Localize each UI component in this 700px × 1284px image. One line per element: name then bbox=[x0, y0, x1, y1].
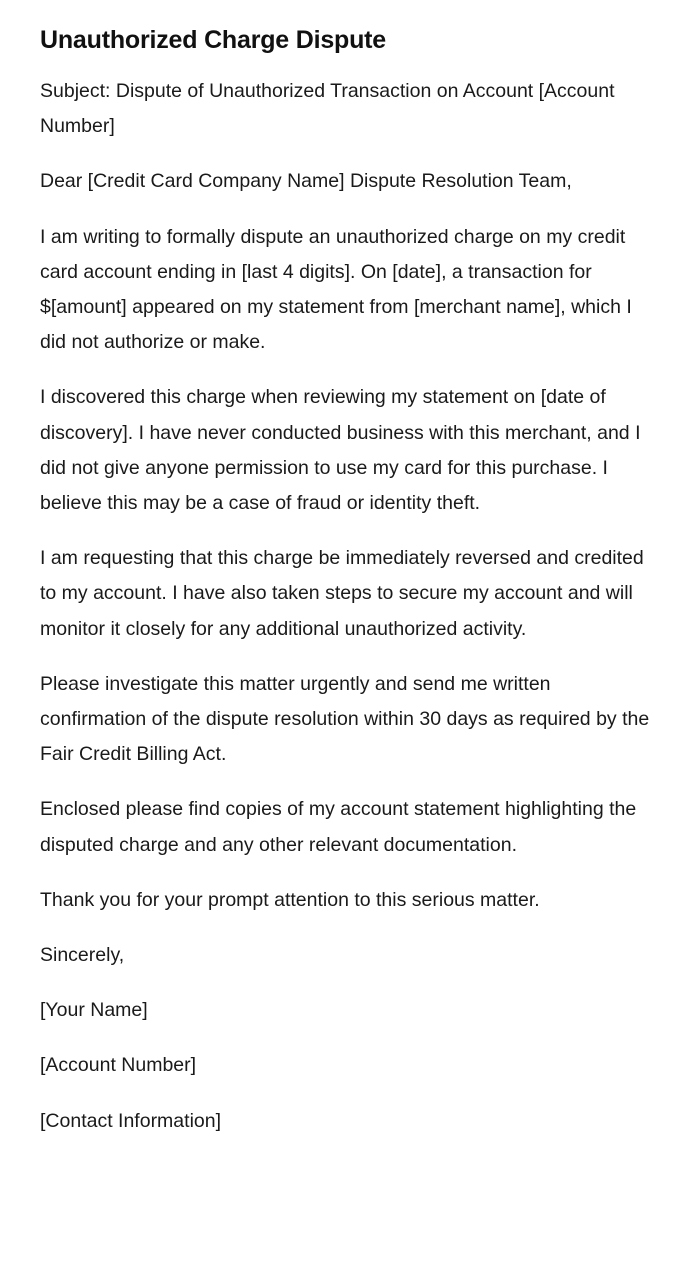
signature-name: [Your Name] bbox=[40, 999, 148, 1022]
subject-line: Subject: Dispute of Unauthorized Transaction on Account [Account Number] bbox=[40, 80, 615, 138]
body-paragraph-5: Enclosed please find copies of my account statement highlighting the disputed charge and any other relevant documentation. bbox=[40, 798, 637, 856]
body-paragraph-1: I am writing to formally dispute an unauthorized charge on my credit card account ending in [last 4 digits]. On [date], a transaction for $[amount] appeared on my statement from [merchant name], which I did not authorize or make. bbox=[40, 225, 632, 354]
body-paragraph-2: I discovered this charge when reviewing my statement on [date of discovery]. I have never conducted business with this merchant, and I did not give anyone permission to use my card for this purchase. I believe this may be a case of fraud or identity theft. bbox=[40, 386, 641, 515]
signature-account: [Account Number] bbox=[40, 1054, 197, 1077]
page-title: Unauthorized Charge Dispute bbox=[40, 26, 387, 54]
body-paragraph-6: Thank you for your prompt attention to this serious matter. bbox=[40, 888, 540, 911]
closing: Sincerely, bbox=[40, 944, 125, 967]
salutation: Dear [Credit Card Company Name] Dispute Resolution Team, bbox=[40, 170, 572, 193]
body-paragraph-4: Please investigate this matter urgently and send me written confirmation of the dispute resolution within 30 days as required by the Fair Credit Billing Act. bbox=[40, 672, 650, 766]
body-paragraph-3: I am requesting that this charge be immediately reversed and credited to my account. I have also taken steps to secure my account and will monitor it closely for any additional unauthorized activity. bbox=[40, 547, 644, 640]
signature-contact: [Contact Information] bbox=[40, 1109, 222, 1132]
